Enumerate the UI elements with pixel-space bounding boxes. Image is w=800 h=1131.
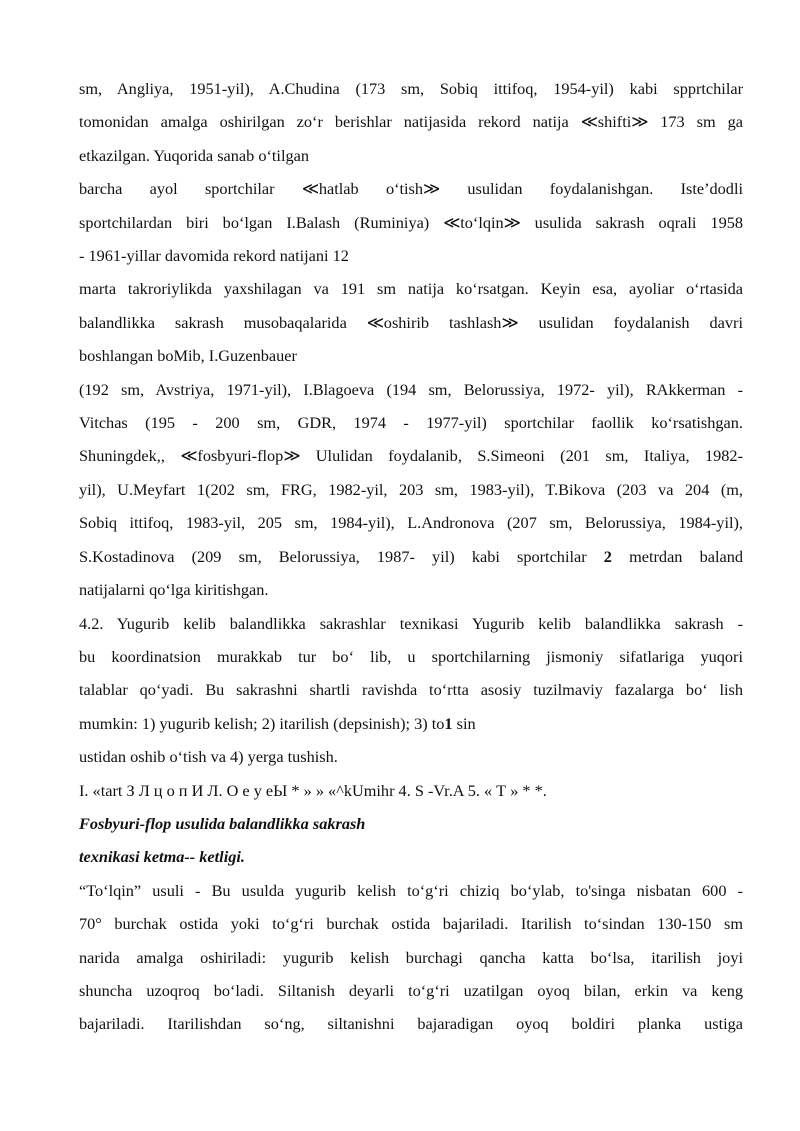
- document-text: [79, 72, 743, 1041]
- text-line: etkazilgan. Yuqorida sanab o‘tilgan: [79, 145, 309, 165]
- text-line: bu koordinatsion murakkab tur bo‘ lib, u sportchilarning jismoniy sifatlariga yuqori: [79, 646, 743, 666]
- text-line: sm, Angliya, 1951-yil), A.Chudina (173 sm, Sobiq ittifoq, 1954-yil) kabi spprtchilar: [79, 79, 743, 98]
- text-line: - 1961-yillar davomida rekord natijani 12: [79, 246, 349, 266]
- text-segment: sin: [452, 713, 476, 733]
- text-line: I. «tart З Л ц о п И Л. О е у еЫ * » » «^kUmihr 4. S -Vr.A 5. « Т » * *.: [79, 780, 547, 800]
- bold-text: 1: [444, 713, 453, 733]
- text-line: natijalarni qo‘lga kiritishgan.: [79, 580, 269, 600]
- text-segment: metrdan baland: [611, 546, 743, 566]
- text-line: ustidan oshib o‘tish va 4) yerga tushish.: [79, 747, 338, 767]
- text-line: 4.2. Yugurib kelib balandlikka sakrashlar texnikasi Yugurib kelib balandlikka sakrash -: [79, 613, 743, 633]
- text-line: barcha ayol sportchilar ≪hatlab o‘tish≫ usulidan foydalanishgan. Iste’dodli: [79, 179, 743, 199]
- text-line: Shuningdek,, ≪fosbyuri-flop≫ Ululidan foydalanib, S.Simeoni (201 sm, Italiya, 1982-: [79, 446, 743, 466]
- text-line: talablar qo‘yadi. Bu sakrashni shartli ravishda to‘rtta asosiy tuzilmaviy fazalarga bo‘ lish: [79, 680, 743, 700]
- text-line: “To‘lqin” usuli - Bu usulda yugurib kelish to‘g‘ri chiziq bo‘ylab, to'singa nisbatan 600 -: [79, 880, 743, 900]
- text-line: sportchilardan biri bo‘lgan I.Balash (Ruminiya) ≪to‘lqin≫ usulida sakrash oqrali 1958: [79, 212, 743, 232]
- text-segment: mumkin: 1) yugurib kelish; 2) itarilish (depsinish); 3) to: [79, 713, 445, 733]
- text-line: bajariladi. Itarilishdan so‘ng, siltanishni bajaradigan oyoq boldiri planka ustiga: [79, 1014, 743, 1034]
- text-line: [79, 540, 743, 573]
- text-line: (192 sm, Avstriya, 1971-yil), I.Blagoeva (194 sm, Belorussiya, 1972- yil), RAkkerman -: [79, 379, 743, 399]
- text-line: balandlikka sakrash musobaqalarida ≪oshirib tashlash≫ usulidan foydalanish davri: [79, 312, 743, 332]
- text-line: narida amalga oshiriladi: yugurib kelish burchagi qancha katta bo‘lsa, itarilish joyi: [79, 947, 743, 967]
- text-line: Sobiq ittifoq, 1983-yil, 205 sm, 1984-yil), L.Andronova (207 sm, Belorussiya, 1984-yil),: [79, 513, 743, 533]
- text-line: Fosbyuri-flop usulida balandlikka sakrash: [79, 813, 366, 833]
- text-line: marta takroriylikda yaxshilagan va 191 sm natija ko‘rsatgan. Keyin esa, ayoliar o‘rtasida: [79, 279, 743, 299]
- text-line: 70° burchak ostida yoki to‘g‘ri burchak ostida bajariladi. Itarilish to‘sindan 130-150 sm: [79, 914, 743, 934]
- text-line: [79, 707, 743, 740]
- bold-text: 2: [603, 546, 612, 566]
- text-line: shuncha uzoqroq bo‘ladi. Siltanish deyarli to‘g‘ri uzatilgan oyoq bilan, erkin va keng: [79, 980, 743, 1000]
- text-segment: S.Kostadinova (209 sm, Belorussiya, 1987- yil) kabi sportchilar: [79, 546, 604, 566]
- text-line: Vitchas (195 - 200 sm, GDR, 1974 - 1977-yil) sportchilar faollik ko‘rsatishgan.: [79, 413, 743, 433]
- text-line: yil), U.Meyfart 1(202 sm, FRG, 1982-yil, 203 sm, 1983-yil), T.Bikova (203 va 204 (m,: [79, 479, 743, 499]
- text-line: texnikasi ketma-- ketligi.: [79, 847, 245, 867]
- text-line: tomonidan amalga oshirilgan zo‘r berishlar natijasida rekord natija ≪shifti≫ 173 sm ga: [79, 112, 743, 132]
- text-line: boshlangan boMib, I.Guzenbauer: [79, 346, 297, 366]
